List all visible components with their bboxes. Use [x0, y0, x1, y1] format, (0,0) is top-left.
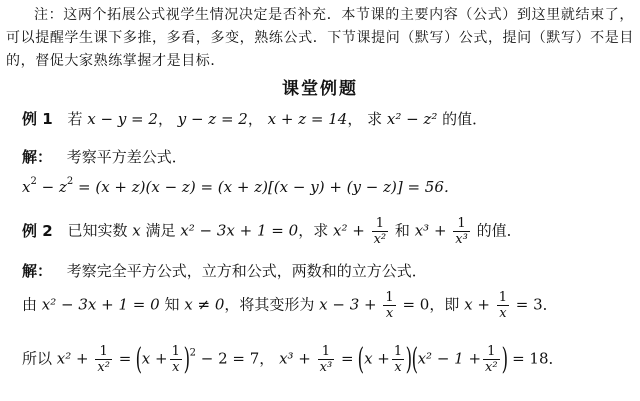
solution-1-equation: = (x + z)(x − z) = (x + z)[(x − y) + (y − z)] = 56． [73, 178, 459, 196]
example-2-satisfies: 满足 [145, 221, 176, 240]
example-2-frac-1: $\frac{1}{\text{x²}}$ [373, 216, 387, 247]
example-2-frac-2: $\frac{1}{\text{x³}}$ [455, 216, 468, 247]
example-1-suffix: 的值． [442, 110, 488, 128]
solution-2-hint-line [22, 260, 427, 281]
example-1-prefix: 若 [67, 110, 83, 128]
condition-1: x − y = 2 [87, 110, 158, 128]
solution-2-eq: x² − 3x + 1 = 0 [41, 295, 160, 314]
solution-1-derivation: $x^2 - z^2 = (x + z)(x - z) = (x + z)[(x - y) + (y - z)] = 56$． [22, 176, 459, 196]
solution-2-transform: 由 x² − 3x + 1 = 0 知 x ≠ 0，将其变形为 x − 3 + $\frac{1}{x}$ = 0，即 x + $\frac{1}{x}$ = 3． [22, 290, 558, 321]
solution-2-frac-b: $\frac{1}{x}$ [498, 290, 508, 321]
example-1-target: x² − z² [386, 110, 438, 128]
solution-2-result: 所以 x² + $\frac{1}{\text{x²}}$ = (x + $\frac{1}{x}$ )$^2$ − 2 = 7， x³ + $\frac{1}{\text{x³}}$ = (x + $\frac{1}{x}$ )(x² − 1 + $\frac{1}{\text{x²}}$ ) = 18． [22, 341, 564, 377]
condition-2: y − z = 2 [177, 110, 248, 128]
solution-1-exp: 2 [30, 176, 37, 187]
solution-1-hint-line [22, 146, 187, 167]
example-1: 例 1 若 x − y = 2， y − z = 2， x + z = 14， 求 x² − z² 的值． [22, 110, 488, 128]
solution-2-frac-f: $\frac{1}{x}$ [393, 344, 403, 375]
example-1-ask: 求 [367, 110, 383, 128]
solution-2-frac-c: $\frac{1}{\text{x²}}$ [97, 344, 110, 375]
example-2-label: 例 2 [22, 221, 53, 240]
solution-2-label: 解： [22, 262, 53, 280]
solution-2-neq: x ≠ 0 [184, 295, 225, 314]
condition-3: x + z = 14 [267, 110, 348, 128]
example-2-ask: ，求 [298, 221, 329, 240]
solution-1-hint: 考察平方差公式． [66, 148, 187, 166]
solution-2-hint: 考察完全平方公式，立方和公式，两数和的立方公式． [66, 262, 427, 280]
section-title: 课堂例题 [282, 79, 358, 99]
solution-2-frac-a: $\frac{1}{x}$ [385, 290, 394, 321]
example-2-equation: x² − 3x + 1 = 0 [180, 221, 299, 240]
example-2 [22, 216, 522, 247]
solution-2-frac-d: $\frac{1}{x}$ [171, 344, 180, 375]
example-1-label: 例 1 [22, 110, 53, 128]
example-2-prefix: 已知实数 [67, 221, 128, 240]
solution-2-frac-g: $\frac{1}{\text{x²}}$ [485, 344, 498, 375]
example-2-term2: x³ + [414, 221, 447, 240]
teaching-note: 注：这两个拓展公式视学生情况决定是否补充．本节课的主要内容（公式）到这里就结束了，可以提醒学生课下多推，多看，多变，熟练公式．下节课提问（默写）公式，提问（默写）不是目的，督促大家熟练掌握才是目标． [6, 7, 634, 69]
solution-2-frac-e: $\frac{1}{\text{x³}}$ [319, 344, 333, 375]
solution-1-label: 解： [22, 148, 53, 166]
example-2-var: x [132, 221, 141, 240]
solution-1-lhs: x [22, 178, 31, 196]
example-2-and: 和 [394, 221, 410, 240]
example-2-suffix: 的值． [476, 221, 522, 240]
solution-1-minus: − z [36, 178, 67, 196]
example-2-term1: x² + [332, 221, 365, 240]
